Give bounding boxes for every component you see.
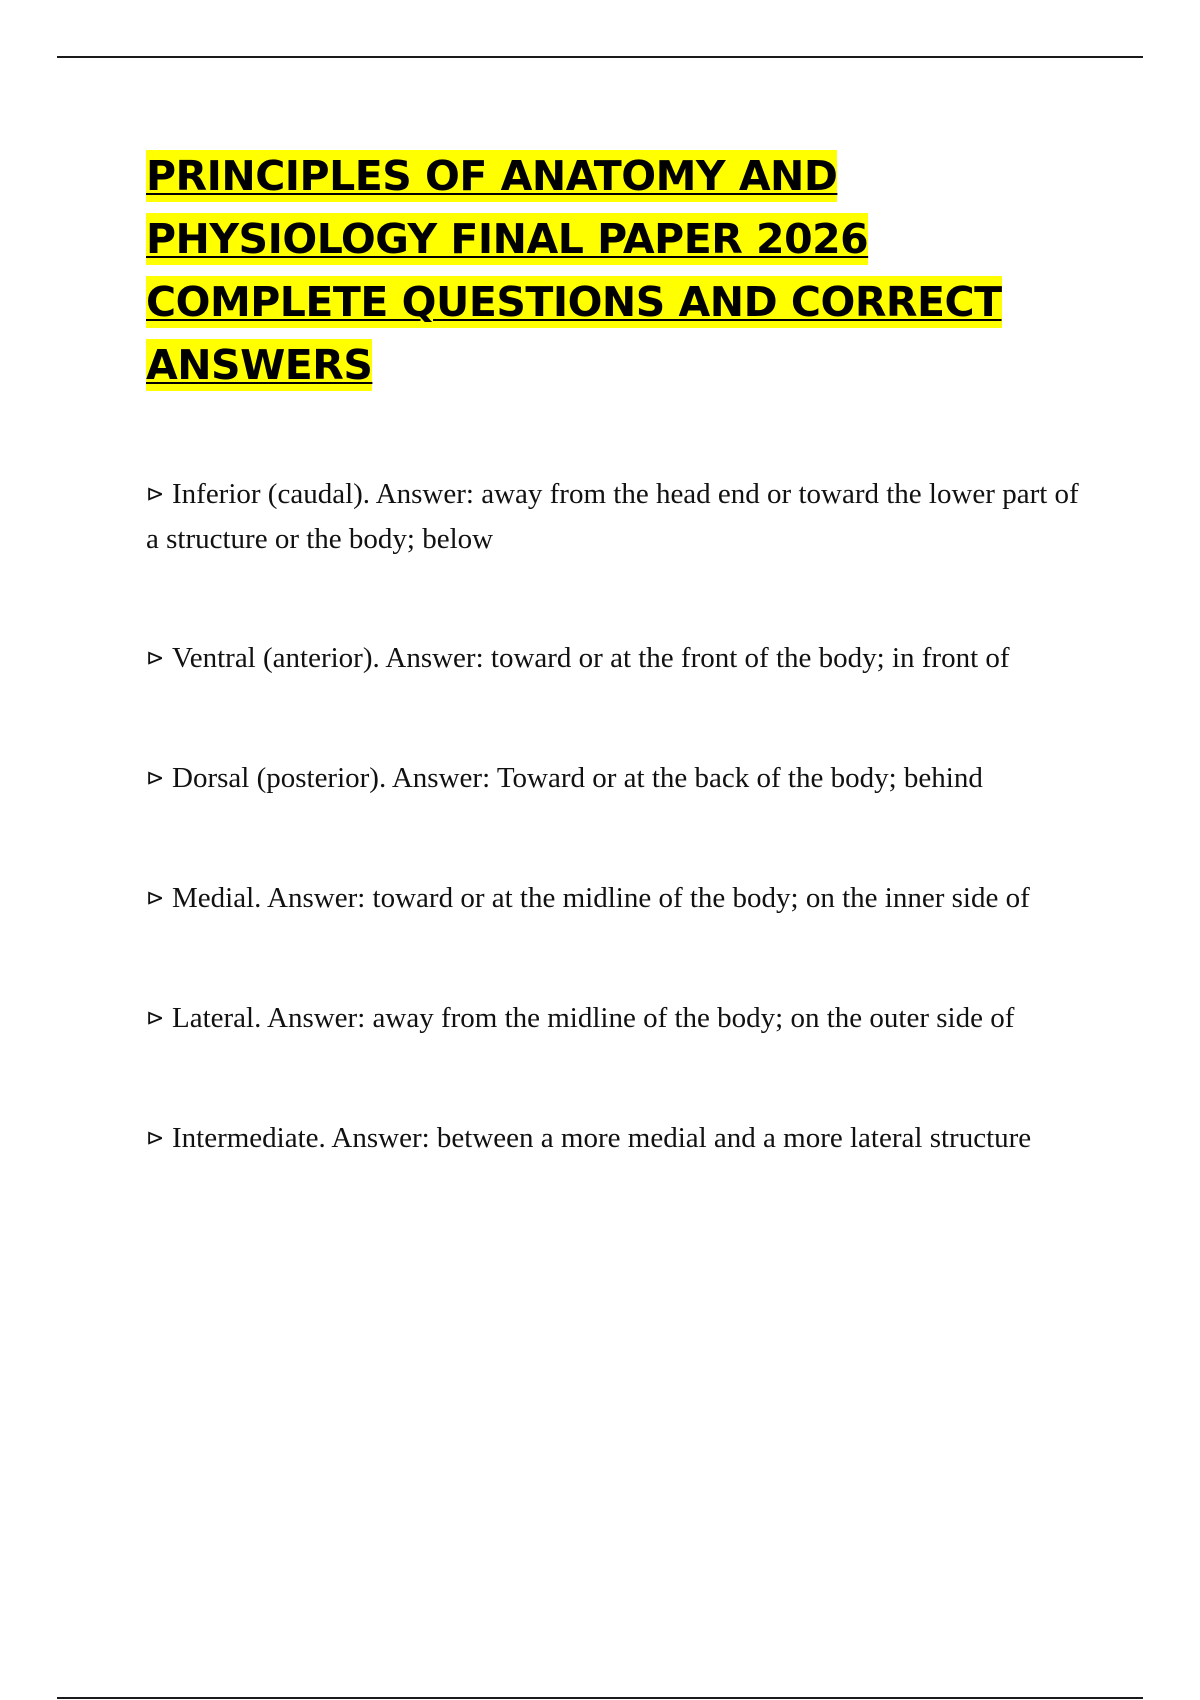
triangle-right-outline-icon: ⊳ [146, 766, 165, 791]
triangle-right-outline-icon: ⊳ [146, 1126, 165, 1151]
qa-item [146, 636, 1086, 681]
qa-item-text: Dorsal (posterior). Answer: Toward or at the back of the body; behind [172, 762, 983, 794]
qa-item-text: Inferior (caudal). Answer: away from the head end or toward the lower part of a structure or the body; below [146, 478, 1079, 555]
triangle-right-outline-icon: ⊳ [146, 646, 165, 671]
qa-item [146, 756, 1086, 801]
qa-item-text: Lateral. Answer: away from the midline of the body; on the outer side of [172, 1002, 1015, 1034]
qa-item [146, 1116, 1086, 1161]
qa-list [146, 472, 1086, 1161]
qa-item-text: Medial. Answer: toward or at the midline of the body; on the inner side of [172, 882, 1030, 914]
document-title [146, 145, 1046, 397]
triangle-right-outline-icon: ⊳ [146, 1006, 165, 1031]
qa-item [146, 472, 1086, 561]
triangle-right-outline-icon: ⊳ [146, 886, 165, 911]
qa-item-text: Intermediate. Answer: between a more medial and a more lateral structure [172, 1122, 1032, 1154]
qa-item [146, 996, 1086, 1041]
header-rule [57, 56, 1143, 58]
qa-item-text: Ventral (anterior). Answer: toward or at the front of the body; in front of [172, 642, 1010, 674]
document-title-text: PRINCIPLES OF ANATOMY AND PHYSIOLOGY FINAL PAPER 2026 COMPLETE QUESTIONS AND CORRECT ANSWERS [146, 152, 1002, 389]
qa-item [146, 876, 1086, 921]
triangle-right-outline-icon: ⊳ [146, 482, 165, 507]
footer-rule [57, 1697, 1143, 1699]
